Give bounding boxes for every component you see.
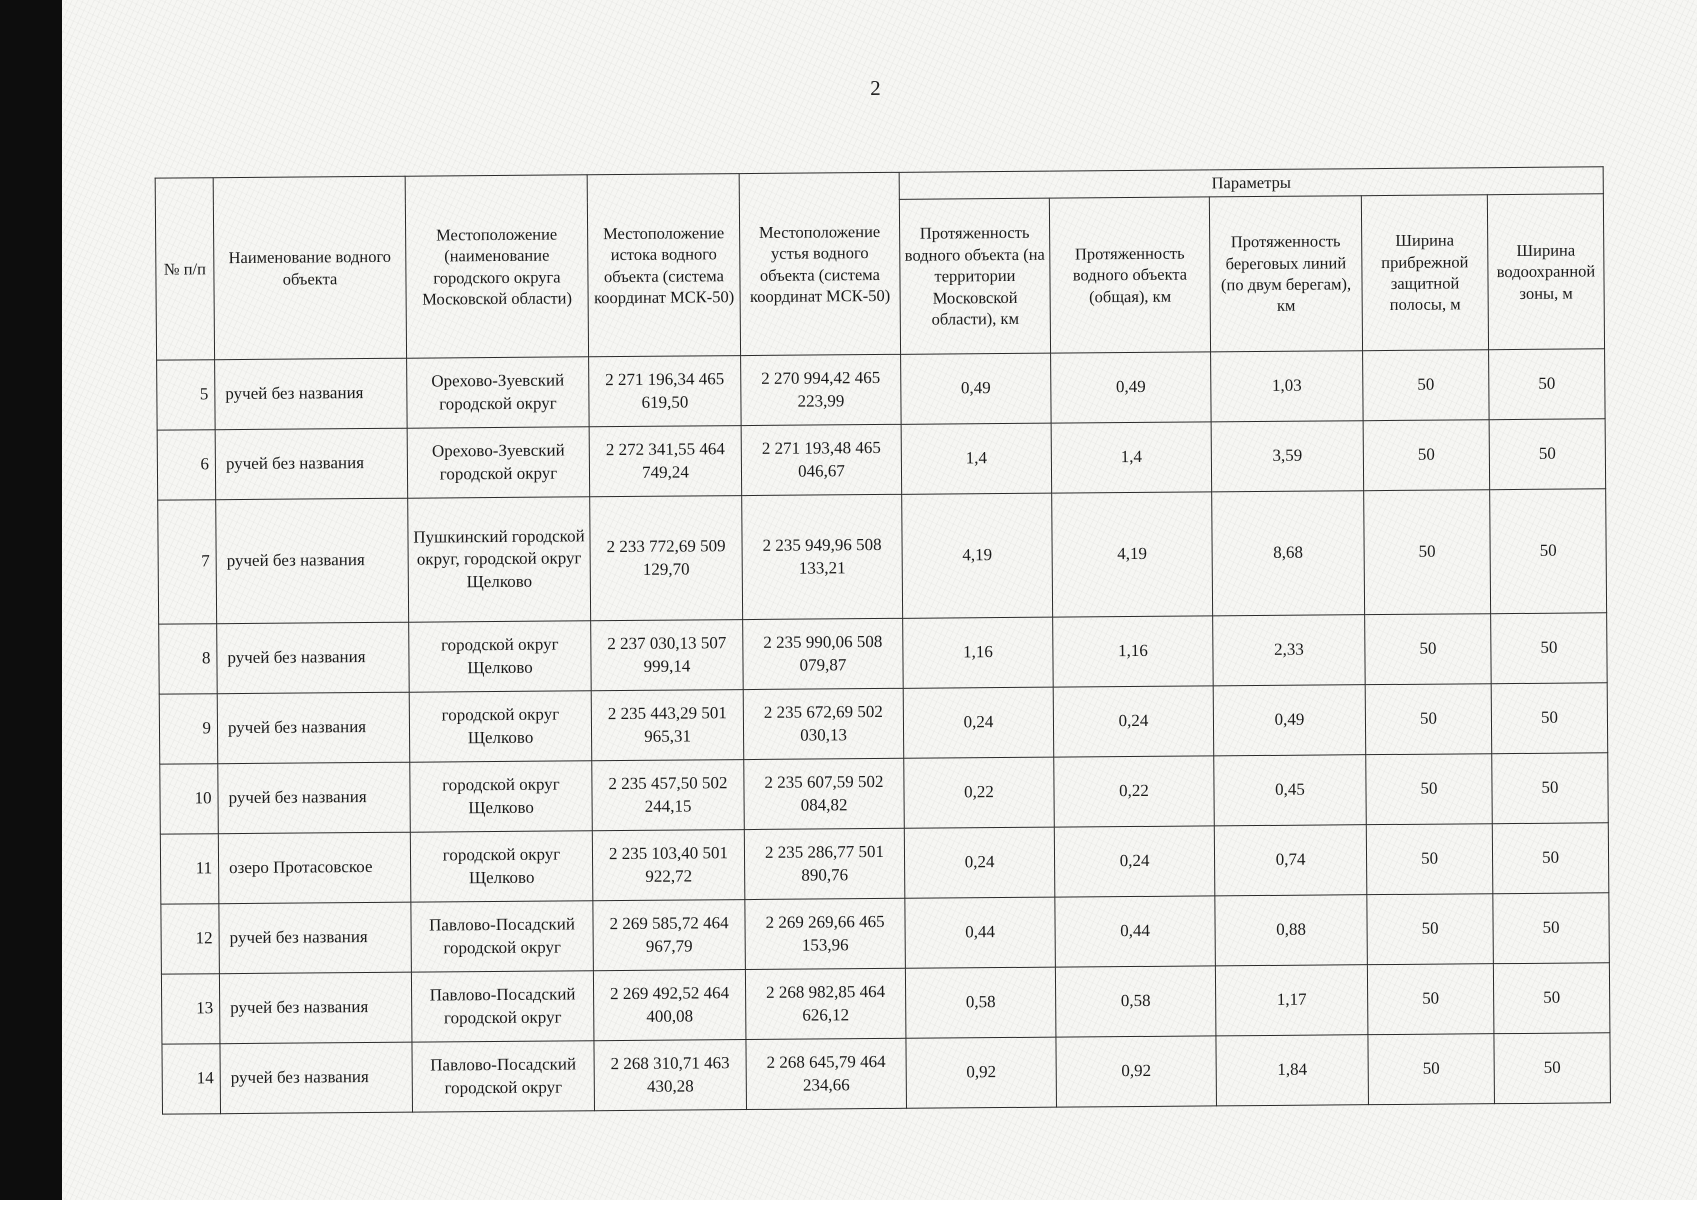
cell-protect: 50	[1492, 753, 1609, 824]
cell-protect: 50	[1493, 893, 1610, 964]
cell-len-mo: 0,44	[905, 897, 1056, 968]
cell-num: 13	[161, 974, 220, 1044]
cell-len-shore: 8,68	[1212, 491, 1365, 616]
cell-mouth: 2 235 990,06 508 079,87	[743, 618, 904, 689]
cell-len-total: 0,24	[1053, 686, 1214, 757]
cell-name: ручей без названия	[215, 358, 408, 430]
cell-num: 8	[159, 624, 218, 694]
table-row	[157, 419, 1606, 500]
cell-num: 11	[160, 834, 219, 904]
cell-source: 2 269 585,72 464 967,79	[593, 900, 746, 971]
cell-len-mo: 0,24	[903, 687, 1054, 758]
cell-location: Павлово-Посадский городской округ	[412, 1041, 595, 1112]
document-page	[57, 0, 1697, 1206]
header-len-total: Протяженность водного объекта (общая), км	[1049, 197, 1210, 353]
cell-num: 9	[159, 694, 218, 764]
cell-len-shore: 0,45	[1214, 755, 1367, 826]
cell-coastal: 50	[1365, 614, 1492, 685]
cell-len-shore: 0,74	[1214, 825, 1367, 896]
cell-coastal: 50	[1363, 350, 1490, 421]
cell-protect: 50	[1491, 683, 1608, 754]
cell-name: ручей без названия	[218, 762, 411, 834]
cell-protect: 50	[1489, 419, 1606, 490]
cell-mouth: 2 268 645,79 464 234,66	[746, 1038, 907, 1109]
cell-len-shore: 0,49	[1213, 685, 1366, 756]
cell-mouth: 2 235 949,96 508 133,21	[742, 494, 903, 619]
header-location: Местоположение (наименование городского округа Московской области)	[405, 175, 588, 358]
cell-coastal: 50	[1363, 420, 1490, 491]
cell-location: Павлово-Посадский городской округ	[411, 901, 594, 972]
cell-len-total: 1,4	[1051, 422, 1212, 493]
cell-protect: 50	[1489, 349, 1606, 420]
cell-location: Пушкинский городской округ, городской округ Щелково	[408, 497, 591, 622]
cell-len-total: 0,24	[1054, 826, 1215, 897]
table-row	[161, 893, 1610, 974]
cell-protect: 50	[1492, 823, 1609, 894]
cell-len-shore: 1,17	[1215, 965, 1368, 1036]
cell-mouth: 2 235 286,77 501 890,76	[744, 828, 905, 899]
cell-num: 6	[157, 430, 216, 500]
cell-len-shore: 2,33	[1213, 615, 1366, 686]
cell-source: 2 235 457,50 502 244,15	[592, 760, 745, 831]
cell-location: Павлово-Посадский городской округ	[411, 971, 594, 1042]
cell-mouth: 2 268 982,85 464 626,12	[745, 968, 906, 1039]
cell-name: ручей без названия	[215, 428, 408, 500]
cell-mouth: 2 271 193,48 465 046,67	[741, 424, 902, 495]
cell-len-total: 4,19	[1052, 492, 1213, 617]
cell-len-mo: 1,4	[901, 423, 1052, 494]
cell-coastal: 50	[1366, 754, 1493, 825]
header-protect-width: Ширина водоохранной зоны, м	[1487, 194, 1604, 350]
cell-location: Орехово-Зуевский городской округ	[407, 427, 590, 498]
header-params: Параметры	[899, 167, 1603, 200]
cell-name: ручей без названия	[217, 692, 410, 764]
cell-protect: 50	[1494, 1033, 1611, 1104]
cell-mouth: 2 269 269,66 465 153,96	[745, 898, 906, 969]
cell-coastal: 50	[1365, 684, 1492, 755]
water-objects-table	[155, 166, 1611, 1114]
cell-len-mo: 1,16	[903, 617, 1054, 688]
header-source: Местоположение истока водного объекта (система координат МСК-50)	[587, 174, 740, 357]
cell-len-total: 0,92	[1056, 1036, 1217, 1107]
cell-protect: 50	[1493, 963, 1610, 1034]
cell-coastal: 50	[1367, 964, 1494, 1035]
cell-source: 2 268 310,71 463 430,28	[594, 1040, 747, 1111]
cell-mouth: 2 235 672,69 502 030,13	[743, 688, 904, 759]
cell-source: 2 235 103,40 501 922,72	[592, 830, 745, 901]
table-row	[159, 613, 1608, 694]
cell-name: ручей без названия	[219, 902, 412, 974]
table-row	[161, 963, 1610, 1044]
table-row	[157, 349, 1606, 430]
cell-len-shore: 1,84	[1216, 1035, 1369, 1106]
cell-len-shore: 1,03	[1211, 351, 1364, 422]
cell-len-mo: 0,92	[906, 1037, 1057, 1108]
header-mouth: Местоположение устья водного объекта (система координат МСК-50)	[739, 172, 900, 355]
cell-coastal: 50	[1366, 824, 1493, 895]
cell-num: 14	[162, 1044, 221, 1114]
cell-len-mo: 0,58	[905, 967, 1056, 1038]
cell-name: ручей без названия	[220, 1042, 413, 1114]
cell-coastal: 50	[1364, 490, 1491, 615]
page-number: 2	[870, 75, 881, 101]
cell-num: 5	[157, 360, 216, 430]
table-row	[160, 823, 1609, 904]
table-row	[158, 489, 1607, 624]
cell-location: Орехово-Зуевский городской округ	[407, 357, 590, 428]
cell-len-total: 0,44	[1055, 896, 1216, 967]
table-row	[159, 683, 1608, 764]
cell-mouth: 2 235 607,59 502 084,82	[744, 758, 905, 829]
header-name: Наименование водного объекта	[213, 176, 406, 360]
cell-len-total: 0,58	[1055, 966, 1216, 1037]
header-num: № п/п	[155, 178, 214, 360]
cell-len-total: 1,16	[1053, 616, 1214, 687]
cell-coastal: 50	[1367, 894, 1494, 965]
cell-name: ручей без названия	[219, 972, 412, 1044]
cell-source: 2 269 492,52 464 400,08	[593, 970, 746, 1041]
cell-coastal: 50	[1368, 1034, 1495, 1105]
cell-location: городской округ Щелково	[409, 691, 592, 762]
cell-mouth: 2 270 994,42 465 223,99	[741, 354, 902, 425]
cell-location: городской округ Щелково	[410, 761, 593, 832]
cell-source: 2 233 772,69 509 129,70	[590, 496, 743, 621]
cell-num: 10	[160, 764, 219, 834]
cell-num: 12	[161, 904, 220, 974]
cell-protect: 50	[1491, 613, 1608, 684]
cell-name: ручей без названия	[217, 622, 410, 694]
cell-source: 2 272 341,55 464 749,24	[589, 426, 742, 497]
cell-location: городской округ Щелково	[409, 621, 592, 692]
cell-source: 2 271 196,34 465 619,50	[589, 356, 742, 427]
cell-len-mo: 0,22	[904, 757, 1055, 828]
cell-name: озеро Протасовское	[218, 832, 411, 904]
cell-source: 2 235 443,29 501 965,31	[591, 690, 744, 761]
table-body	[157, 349, 1611, 1114]
scan-left-edge	[0, 0, 62, 1200]
cell-len-total: 0,49	[1051, 352, 1212, 423]
cell-len-shore: 3,59	[1211, 421, 1364, 492]
header-len-shore: Протяженность береговых линий (по двум берегам), км	[1209, 196, 1362, 352]
header-coastal-width: Ширина прибрежной защитной полосы, м	[1361, 195, 1488, 351]
cell-len-shore: 0,88	[1215, 895, 1368, 966]
cell-len-mo: 0,24	[904, 827, 1055, 898]
cell-len-mo: 0,49	[901, 353, 1052, 424]
table-row	[162, 1033, 1611, 1114]
cell-location: городской округ Щелково	[410, 831, 593, 902]
table-row	[160, 753, 1609, 834]
cell-num: 7	[158, 500, 217, 624]
cell-len-total: 0,22	[1054, 756, 1215, 827]
header-len-mo: Протяженность водного объекта (на территории Московской области), км	[899, 198, 1050, 354]
cell-protect: 50	[1490, 489, 1607, 614]
cell-source: 2 237 030,13 507 999,14	[591, 620, 744, 691]
cell-name: ручей без названия	[216, 498, 409, 624]
cell-len-mo: 4,19	[902, 493, 1053, 618]
